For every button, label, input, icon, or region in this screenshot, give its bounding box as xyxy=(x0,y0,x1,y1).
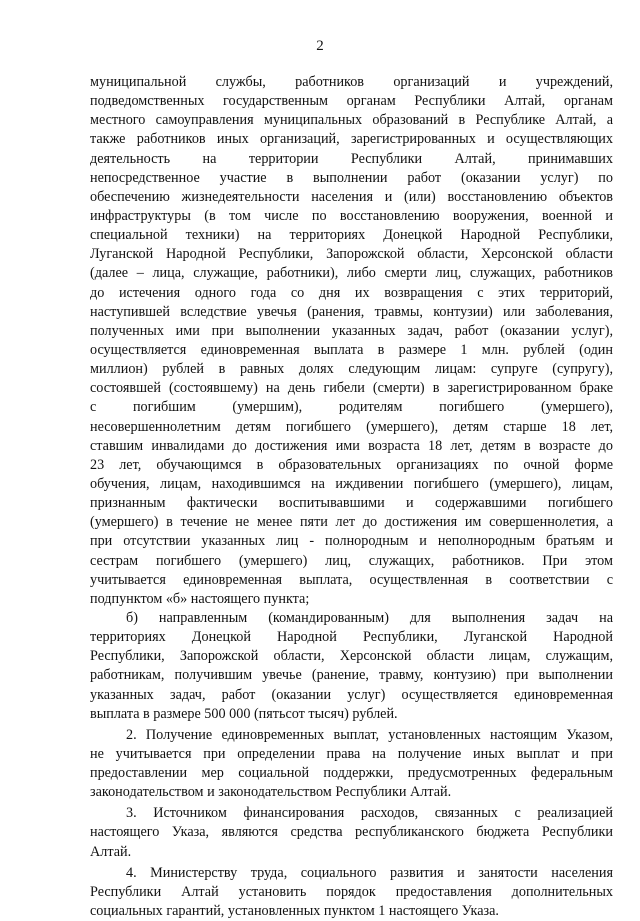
text-line: Республики, Запорожской области, Херсонской области лицам, служащим, xyxy=(90,648,613,665)
text-line: указанных задач, работ (оказании услуг) осуществляется единовременная xyxy=(90,686,613,703)
text-line: сестрам погибшего (умершего) лиц, служащих, работников. При этом xyxy=(90,552,613,569)
text-line: непосредственное участие в выполнении работ (оказании услуг) по xyxy=(90,169,613,186)
paragraph-point-3 xyxy=(90,804,613,861)
text-line: территориях Донецкой Народной Республики, Луганской Народной xyxy=(90,629,613,646)
text-line: инфраструктуры (в том числе по восстановлению вооружения, военной и xyxy=(90,207,613,224)
text-line: деятельность на территории Республики Алтай, принимавших xyxy=(90,150,613,167)
text-line: обеспечению жизнедеятельности населения и (или) восстановлению объектов xyxy=(90,188,613,205)
text-line: 4. Министерству труда, социального развития и занятости населения xyxy=(126,864,613,881)
text-line: Луганской Народной Республики, Запорожской области, Херсонской области xyxy=(90,246,613,263)
text-line: подведомственных государственным органам Республики Алтай, органам xyxy=(90,93,613,110)
text-line: законодательством и законодательством Республики Алтай. xyxy=(90,784,452,801)
text-line: наступившей вследствие увечья (ранения, травмы, контузии) или заболевания, xyxy=(90,303,613,320)
text-line: состоявшей (состоявшему) на день гибели (смерти) в зарегистрированном браке xyxy=(90,380,613,397)
text-line: 2. Получение единовременных выплат, установленных настоящим Указом, xyxy=(126,726,613,743)
text-line: муниципальной службы, работников организаций и учреждений, xyxy=(90,74,613,90)
paragraph-point-4 xyxy=(90,864,613,921)
text-line: до истечения одного года со дня их возвращения с этих территорий, xyxy=(90,284,613,301)
text-line: б) направленным (командированным) для выполнения задач на xyxy=(126,609,613,626)
text-line: (умершего) в течение не менее пяти лет до достижения им совершеннолетия, а xyxy=(90,514,613,531)
text-line: 23 лет, обучающимся в образовательных организациях по очной форме xyxy=(90,456,613,473)
text-line: 3. Источником финансирования расходов, связанных с реализацией xyxy=(126,805,613,822)
text-line: учитывается единовременная выплата, осуществленная в соответствии с xyxy=(90,571,613,588)
text-line: полученных ими при выполнении указанных задач, работ (оказании услуг), xyxy=(90,322,613,339)
text-line: ставшим инвалидами до достижения ими возраста 18 лет, детям в возрасте до xyxy=(90,437,613,454)
text-line: настоящего Указа, являются средства республиканского бюджета Республики xyxy=(90,824,613,841)
paragraph-subpoint-b xyxy=(90,609,613,724)
text-line: не учитывается при определении права на получение иных выплат и при xyxy=(90,745,613,762)
text-line: признанным фактически воспитывавшими и содержавшими погибшего xyxy=(90,495,613,512)
text-line: (далее – лица, служащие, работники), либо смерти лиц, служащих, работников xyxy=(90,265,613,282)
text-line: Алтай. xyxy=(90,843,132,860)
text-line: социальных гарантий, установленных пунктом 1 настоящего Указа. xyxy=(90,903,499,920)
text-line: с погибшим (умершим), родителям погибшего (умершего), xyxy=(90,399,613,416)
text-line: обучения, лицам, находившимся на иждивении погибшего (умершего), лицам, xyxy=(90,475,613,492)
text-line: миллион) рублей в равных долях следующим лицам: супруге (супругу), xyxy=(90,361,613,378)
text-line: Республики Алтай установить порядок предоставления дополнительных xyxy=(90,883,613,900)
document-body xyxy=(90,73,613,921)
paragraph-point-2 xyxy=(90,726,613,803)
text-line: несовершеннолетним детям погибшего (умершего), детям старше 18 лет, xyxy=(90,418,613,435)
text-line: при отсутствии указанных лиц - полнородным и неполнородным братьям и xyxy=(90,533,613,550)
text-line: подпунктом «б» настоящего пункта; xyxy=(90,590,310,607)
text-line: осуществляется единовременная выплата в размере 1 млн. рублей (один xyxy=(90,341,613,358)
page-number: 2 xyxy=(316,38,324,54)
text-line: также работников иных организаций, зарегистрированных и осуществляющих xyxy=(90,131,613,148)
text-line: специальной техники) на территориях Донецкой Народной Республики, xyxy=(90,227,613,244)
text-line: предоставлении мер социальной поддержки, предусмотренных федеральным xyxy=(90,765,613,782)
text-line: местного самоуправления муниципальных образований в Республике Алтай, а xyxy=(90,112,613,129)
text-line: выплата в размере 500 000 (пятьсот тысяч) рублей. xyxy=(90,705,398,722)
paragraph-continuation xyxy=(90,73,613,609)
text-line: работникам, получившим увечье (ранение, травму, контузию) при выполнении xyxy=(90,667,613,684)
